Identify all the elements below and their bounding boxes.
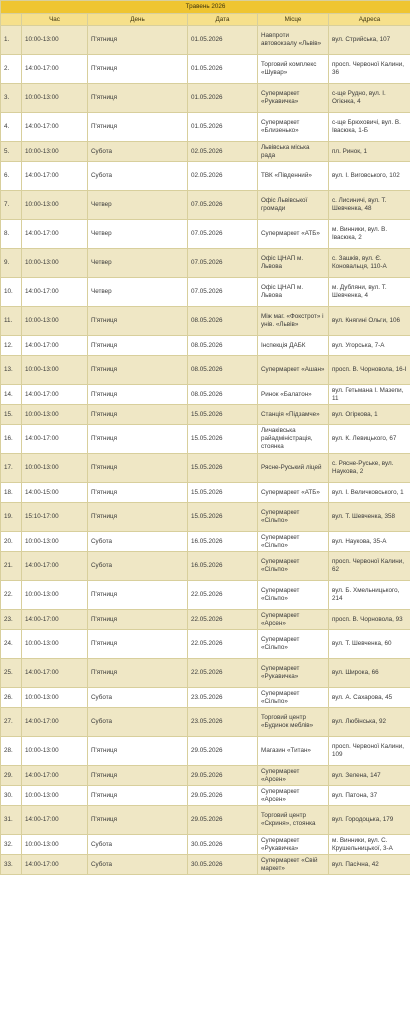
table-row — [1, 532, 410, 552]
cell-place: Супермаркет «АТБ» — [258, 220, 329, 249]
cell-time: 10:00-13:00 — [22, 84, 88, 113]
cell-number: 6. — [1, 162, 22, 191]
cell-address: с-ще Брюховичі, вул. В. Івасюка, 1-Б — [329, 113, 410, 142]
cell-day: П'ятниця — [88, 307, 188, 336]
cell-day: П'ятниця — [88, 659, 188, 688]
cell-number: 20. — [1, 532, 22, 552]
cell-time: 14:00-17:00 — [22, 610, 88, 630]
cell-date: 16.05.2026 — [188, 552, 258, 581]
cell-time: 10:00-13:00 — [22, 26, 88, 55]
table-row — [1, 806, 410, 835]
cell-address: просп. Червоної Калини, 36 — [329, 55, 410, 84]
cell-date: 30.05.2026 — [188, 855, 258, 875]
cell-time: 10:00-13:00 — [22, 454, 88, 483]
cell-time: 14:00-17:00 — [22, 162, 88, 191]
table-row — [1, 630, 410, 659]
cell-place: Інспекція ДАБК — [258, 336, 329, 356]
header-number — [1, 14, 22, 26]
cell-time: 10:00-13:00 — [22, 142, 88, 162]
cell-address: с-ще Рудно, вул. І. Огієнка, 4 — [329, 84, 410, 113]
cell-date: 02.05.2026 — [188, 162, 258, 191]
cell-day: Субота — [88, 552, 188, 581]
table-row — [1, 835, 410, 855]
cell-date: 01.05.2026 — [188, 113, 258, 142]
cell-date: 22.05.2026 — [188, 659, 258, 688]
cell-place: Супермаркет «Ашан» — [258, 356, 329, 385]
cell-address: вул. Пасічна, 42 — [329, 855, 410, 875]
table-row — [1, 454, 410, 483]
table-row — [1, 191, 410, 220]
cell-place: Супермаркет «Сільпо» — [258, 552, 329, 581]
cell-date: 22.05.2026 — [188, 610, 258, 630]
table-header-row — [1, 14, 410, 26]
cell-date: 08.05.2026 — [188, 307, 258, 336]
cell-address: вул. Патона, 37 — [329, 786, 410, 806]
cell-place: Львівська міська рада — [258, 142, 329, 162]
table-row — [1, 552, 410, 581]
cell-number: 21. — [1, 552, 22, 581]
table-title-row — [1, 1, 410, 14]
cell-number: 7. — [1, 191, 22, 220]
cell-address: вул. К. Левицького, 67 — [329, 425, 410, 454]
cell-place: Супермаркет «Близенько» — [258, 113, 329, 142]
cell-time: 10:00-13:00 — [22, 835, 88, 855]
cell-address: вул. Наукова, 35-А — [329, 532, 410, 552]
cell-place: Супермаркет «Сільпо» — [258, 581, 329, 610]
cell-date: 30.05.2026 — [188, 835, 258, 855]
cell-date: 29.05.2026 — [188, 786, 258, 806]
cell-place: Супермаркет «Сільпо» — [258, 503, 329, 532]
table-row — [1, 162, 410, 191]
table-row — [1, 84, 410, 113]
header-address: Адреса — [329, 14, 410, 26]
cell-number: 28. — [1, 737, 22, 766]
cell-address: вул. І. Величковського, 1 — [329, 483, 410, 503]
cell-place: Супермаркет «АТБ» — [258, 483, 329, 503]
cell-time: 14:00-17:00 — [22, 708, 88, 737]
cell-time: 10:00-13:00 — [22, 581, 88, 610]
cell-day: Четвер — [88, 278, 188, 307]
cell-day: П'ятниця — [88, 610, 188, 630]
cell-place: Супермаркет «Арсен» — [258, 786, 329, 806]
cell-date: 01.05.2026 — [188, 26, 258, 55]
header-time: Час — [22, 14, 88, 26]
cell-number: 9. — [1, 249, 22, 278]
cell-date: 07.05.2026 — [188, 191, 258, 220]
table-row — [1, 307, 410, 336]
cell-date: 07.05.2026 — [188, 278, 258, 307]
cell-date: 15.05.2026 — [188, 405, 258, 425]
cell-address: с. Рясне-Руське, вул. Наукова, 2 — [329, 454, 410, 483]
cell-place: Рясне-Руський ліцей — [258, 454, 329, 483]
cell-address: вул. Городоцька, 179 — [329, 806, 410, 835]
cell-date: 22.05.2026 — [188, 581, 258, 610]
schedule-body — [1, 26, 410, 875]
cell-number: 23. — [1, 610, 22, 630]
cell-date: 15.05.2026 — [188, 503, 258, 532]
cell-address: вул. Зелена, 147 — [329, 766, 410, 786]
cell-number: 2. — [1, 55, 22, 84]
table-row — [1, 278, 410, 307]
cell-day: П'ятниця — [88, 385, 188, 405]
cell-time: 14:00-15:00 — [22, 483, 88, 503]
cell-place: Станція «Підзамче» — [258, 405, 329, 425]
cell-day: П'ятниця — [88, 737, 188, 766]
table-row — [1, 688, 410, 708]
cell-place: Торговий центр «Скриня», стоянка — [258, 806, 329, 835]
cell-place: Між маг. «Фокстрот» і унів. «Львів» — [258, 307, 329, 336]
cell-day: П'ятниця — [88, 84, 188, 113]
cell-address: просп. Червоної Калини, 109 — [329, 737, 410, 766]
table-row — [1, 385, 410, 405]
cell-place: Ринок «Балатон» — [258, 385, 329, 405]
table-row — [1, 855, 410, 875]
cell-address: просп. В. Чорновола, 93 — [329, 610, 410, 630]
cell-place: Навпроти автовокзалу «Львів» — [258, 26, 329, 55]
cell-address: м. Винники, вул. В. Івасюка, 2 — [329, 220, 410, 249]
cell-date: 01.05.2026 — [188, 84, 258, 113]
cell-day: П'ятниця — [88, 425, 188, 454]
cell-number: 13. — [1, 356, 22, 385]
cell-date: 22.05.2026 — [188, 630, 258, 659]
table-row — [1, 503, 410, 532]
cell-number: 32. — [1, 835, 22, 855]
cell-date: 08.05.2026 — [188, 356, 258, 385]
cell-day: Субота — [88, 142, 188, 162]
cell-address: вул. Широка, 66 — [329, 659, 410, 688]
cell-date: 15.05.2026 — [188, 425, 258, 454]
cell-day: Субота — [88, 855, 188, 875]
cell-time: 15:10-17:00 — [22, 503, 88, 532]
cell-day: П'ятниця — [88, 356, 188, 385]
cell-number: 1. — [1, 26, 22, 55]
cell-day: П'ятниця — [88, 483, 188, 503]
cell-address: вул. І. Виговського, 102 — [329, 162, 410, 191]
cell-address: вул. Т. Шевченка, 358 — [329, 503, 410, 532]
cell-number: 16. — [1, 425, 22, 454]
cell-number: 4. — [1, 113, 22, 142]
cell-day: П'ятниця — [88, 630, 188, 659]
table-row — [1, 581, 410, 610]
cell-place: Супермаркет «Сільпо» — [258, 630, 329, 659]
cell-date: 15.05.2026 — [188, 454, 258, 483]
table-row — [1, 55, 410, 84]
cell-time: 14:00-17:00 — [22, 855, 88, 875]
cell-day: П'ятниця — [88, 581, 188, 610]
cell-date: 29.05.2026 — [188, 766, 258, 786]
cell-place: Супермаркет «Рукавичка» — [258, 84, 329, 113]
cell-time: 14:00-17:00 — [22, 659, 88, 688]
table-row — [1, 610, 410, 630]
cell-time: 10:00-13:00 — [22, 630, 88, 659]
cell-day: Четвер — [88, 249, 188, 278]
cell-number: 17. — [1, 454, 22, 483]
cell-address: м. Винники, вул. С. Крушельницької, 3-А — [329, 835, 410, 855]
header-place: Місце — [258, 14, 329, 26]
table-row — [1, 708, 410, 737]
cell-number: 18. — [1, 483, 22, 503]
cell-date: 07.05.2026 — [188, 249, 258, 278]
cell-time: 10:00-13:00 — [22, 737, 88, 766]
cell-time: 10:00-13:00 — [22, 356, 88, 385]
table-row — [1, 220, 410, 249]
cell-time: 14:00-17:00 — [22, 113, 88, 142]
cell-number: 11. — [1, 307, 22, 336]
cell-date: 02.05.2026 — [188, 142, 258, 162]
cell-place: Личаківська райадміністрація, стоянка — [258, 425, 329, 454]
cell-address: с. Лисиничі, вул. Т. Шевченка, 48 — [329, 191, 410, 220]
table-row — [1, 766, 410, 786]
cell-date: 23.05.2026 — [188, 688, 258, 708]
cell-time: 14:00-17:00 — [22, 220, 88, 249]
cell-date: 07.05.2026 — [188, 220, 258, 249]
cell-place: Офіс Львівської громади — [258, 191, 329, 220]
cell-number: 14. — [1, 385, 22, 405]
cell-day: П'ятниця — [88, 405, 188, 425]
table-row — [1, 659, 410, 688]
table-row — [1, 336, 410, 356]
cell-place: Магазин «Титан» — [258, 737, 329, 766]
cell-place: Супермаркет «Рукавичка» — [258, 835, 329, 855]
cell-address: вул. Гетьмана І. Мазепи, 11 — [329, 385, 410, 405]
cell-place: Офіс ЦНАП м. Львова — [258, 249, 329, 278]
cell-day: П'ятниця — [88, 26, 188, 55]
cell-number: 8. — [1, 220, 22, 249]
table-row — [1, 425, 410, 454]
cell-number: 3. — [1, 84, 22, 113]
cell-number: 19. — [1, 503, 22, 532]
cell-address: вул. Любінська, 92 — [329, 708, 410, 737]
cell-time: 14:00-17:00 — [22, 336, 88, 356]
cell-day: П'ятниця — [88, 806, 188, 835]
cell-date: 23.05.2026 — [188, 708, 258, 737]
header-date: Дата — [188, 14, 258, 26]
cell-address: просп. В. Чорновола, 16-І — [329, 356, 410, 385]
cell-time: 10:00-13:00 — [22, 405, 88, 425]
cell-address: вул. Стрийська, 107 — [329, 26, 410, 55]
cell-number: 22. — [1, 581, 22, 610]
table-row — [1, 356, 410, 385]
cell-time: 14:00-17:00 — [22, 385, 88, 405]
cell-date: 08.05.2026 — [188, 385, 258, 405]
cell-day: Субота — [88, 688, 188, 708]
cell-time: 10:00-13:00 — [22, 786, 88, 806]
table-row — [1, 483, 410, 503]
cell-number: 15. — [1, 405, 22, 425]
cell-place: Супермаркет «Сільпо» — [258, 532, 329, 552]
cell-place: Торговий центр «Будинок меблів» — [258, 708, 329, 737]
cell-number: 25. — [1, 659, 22, 688]
cell-day: П'ятниця — [88, 454, 188, 483]
cell-place: Торговий комплекс «Шувар» — [258, 55, 329, 84]
cell-date: 29.05.2026 — [188, 737, 258, 766]
cell-time: 10:00-13:00 — [22, 249, 88, 278]
cell-address: вул. Княгині Ольги, 106 — [329, 307, 410, 336]
cell-number: 31. — [1, 806, 22, 835]
cell-date: 29.05.2026 — [188, 806, 258, 835]
cell-address: вул. Угорська, 7-А — [329, 336, 410, 356]
cell-time: 10:00-13:00 — [22, 688, 88, 708]
cell-number: 33. — [1, 855, 22, 875]
cell-number: 29. — [1, 766, 22, 786]
cell-number: 24. — [1, 630, 22, 659]
cell-time: 14:00-17:00 — [22, 55, 88, 84]
cell-time: 14:00-17:00 — [22, 806, 88, 835]
cell-number: 27. — [1, 708, 22, 737]
cell-day: П'ятниця — [88, 503, 188, 532]
cell-day: П'ятниця — [88, 766, 188, 786]
cell-day: Четвер — [88, 191, 188, 220]
cell-time: 10:00-13:00 — [22, 307, 88, 336]
cell-day: Субота — [88, 162, 188, 191]
table-row — [1, 737, 410, 766]
table-row — [1, 405, 410, 425]
cell-address: вул. Т. Шевченка, 60 — [329, 630, 410, 659]
cell-day: П'ятниця — [88, 336, 188, 356]
cell-date: 01.05.2026 — [188, 55, 258, 84]
cell-number: 10. — [1, 278, 22, 307]
cell-time: 10:00-13:00 — [22, 532, 88, 552]
cell-number: 30. — [1, 786, 22, 806]
cell-place: Супермаркет «Сільпо» — [258, 688, 329, 708]
cell-time: 10:00-13:00 — [22, 191, 88, 220]
cell-address: просп. Червоної Калини, 62 — [329, 552, 410, 581]
cell-date: 08.05.2026 — [188, 336, 258, 356]
cell-address: м. Дубляни, вул. Т. Шевченка, 4 — [329, 278, 410, 307]
cell-day: П'ятниця — [88, 113, 188, 142]
cell-day: П'ятниця — [88, 786, 188, 806]
table-row — [1, 786, 410, 806]
table-row — [1, 113, 410, 142]
cell-day: Субота — [88, 835, 188, 855]
cell-address: вул. Огіркова, 1 — [329, 405, 410, 425]
table-row — [1, 249, 410, 278]
cell-date: 15.05.2026 — [188, 483, 258, 503]
cell-number: 12. — [1, 336, 22, 356]
cell-time: 14:00-17:00 — [22, 278, 88, 307]
header-day: День — [88, 14, 188, 26]
cell-place: ТВК «Південний» — [258, 162, 329, 191]
table-row — [1, 142, 410, 162]
cell-day: Субота — [88, 708, 188, 737]
cell-number: 26. — [1, 688, 22, 708]
cell-address: вул. Б. Хмельницького, 214 — [329, 581, 410, 610]
cell-time: 14:00-17:00 — [22, 552, 88, 581]
cell-date: 16.05.2026 — [188, 532, 258, 552]
cell-place: Супермаркет «Рукавичка» — [258, 659, 329, 688]
table-row — [1, 26, 410, 55]
cell-place: Супермаркет «Свій маркет» — [258, 855, 329, 875]
cell-day: Субота — [88, 532, 188, 552]
cell-address: вул. А. Сахарова, 45 — [329, 688, 410, 708]
cell-day: П'ятниця — [88, 55, 188, 84]
cell-address: пл. Ринок, 1 — [329, 142, 410, 162]
table-title: Травень 2026 — [1, 1, 410, 14]
cell-address: с. Зашків, вул. Є. Коновальця, 110-А — [329, 249, 410, 278]
cell-place: Супермаркет «Арсен» — [258, 610, 329, 630]
cell-place: Офіс ЦНАП м. Львова — [258, 278, 329, 307]
cell-time: 14:00-17:00 — [22, 766, 88, 786]
cell-time: 14:00-17:00 — [22, 425, 88, 454]
cell-number: 5. — [1, 142, 22, 162]
cell-day: Четвер — [88, 220, 188, 249]
cell-place: Супермаркет «Арсен» — [258, 766, 329, 786]
